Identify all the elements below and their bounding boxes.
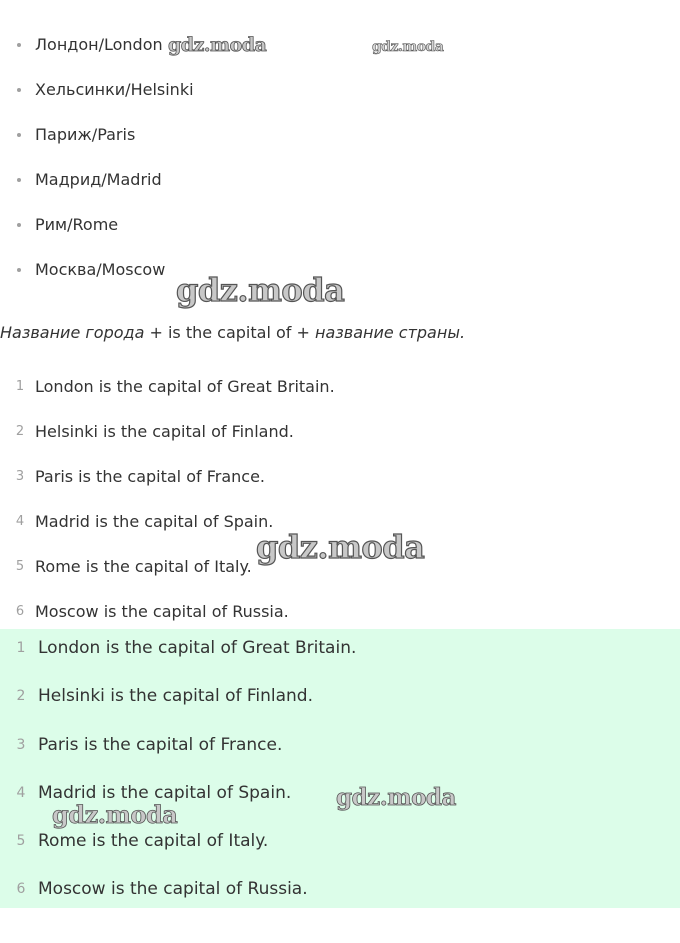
item-number: 5 [16, 833, 26, 849]
sentence: Madrid is the capital of Spain. [35, 512, 274, 531]
sentence: Helsinki is the capital of Finland. [35, 422, 294, 441]
rule-pattern: + is the capital of + [144, 323, 315, 342]
city-name: Лондон/London [35, 35, 163, 54]
rule-city-placeholder: Название города [0, 323, 145, 342]
bullet-icon [17, 88, 21, 92]
bullet-icon [17, 223, 21, 227]
sentence: Moscow is the capital of Russia. [38, 879, 308, 899]
item-number: 1 [16, 640, 26, 656]
city-name: Мадрид/Madrid [35, 170, 162, 189]
sentence: Madrid is the capital of Spain. [38, 783, 292, 803]
city-name: Рим/Rome [35, 215, 119, 234]
sentence: London is the capital of Great Britain. [35, 377, 335, 396]
answer-block [0, 629, 680, 908]
sentence: Helsinki is the capital of Finland. [38, 686, 314, 706]
item-number: 3 [16, 737, 26, 753]
item-number: 4 [16, 785, 26, 801]
bullet-icon [17, 43, 21, 47]
item-number: 6 [16, 881, 26, 897]
bullet-icon [17, 178, 21, 182]
item-number: 1 [15, 379, 25, 394]
watermark: gdz.moda [168, 34, 267, 56]
city-name: Хельсинки/Helsinki [35, 80, 194, 99]
sentence: London is the capital of Great Britain. [38, 638, 357, 658]
sentence: Paris is the capital of France. [35, 467, 265, 486]
sentence: Rome is the capital of Italy. [38, 831, 269, 851]
sentence: Moscow is the capital of Russia. [35, 602, 289, 621]
item-number: 2 [15, 424, 25, 439]
item-number: 5 [15, 559, 25, 574]
sentence: Rome is the capital of Italy. [35, 557, 252, 576]
watermark: gdz.moda [176, 271, 345, 309]
sentence: Paris is the capital of France. [38, 735, 283, 755]
bullet-icon [17, 133, 21, 137]
watermark: gdz.moda [372, 39, 444, 55]
bullet-icon [17, 268, 21, 272]
city-name: Париж/Paris [35, 125, 136, 144]
watermark: gdz.moda [52, 800, 178, 829]
watermark: gdz.moda [336, 784, 456, 811]
item-number: 6 [15, 604, 25, 619]
watermark: gdz.moda [256, 528, 425, 566]
item-number: 3 [15, 469, 25, 484]
rule-country-placeholder: название страны. [314, 323, 466, 342]
city-name: Москва/Moscow [35, 260, 166, 279]
item-number: 4 [15, 514, 25, 529]
item-number: 2 [16, 688, 26, 704]
grammar-rule [0, 321, 465, 345]
